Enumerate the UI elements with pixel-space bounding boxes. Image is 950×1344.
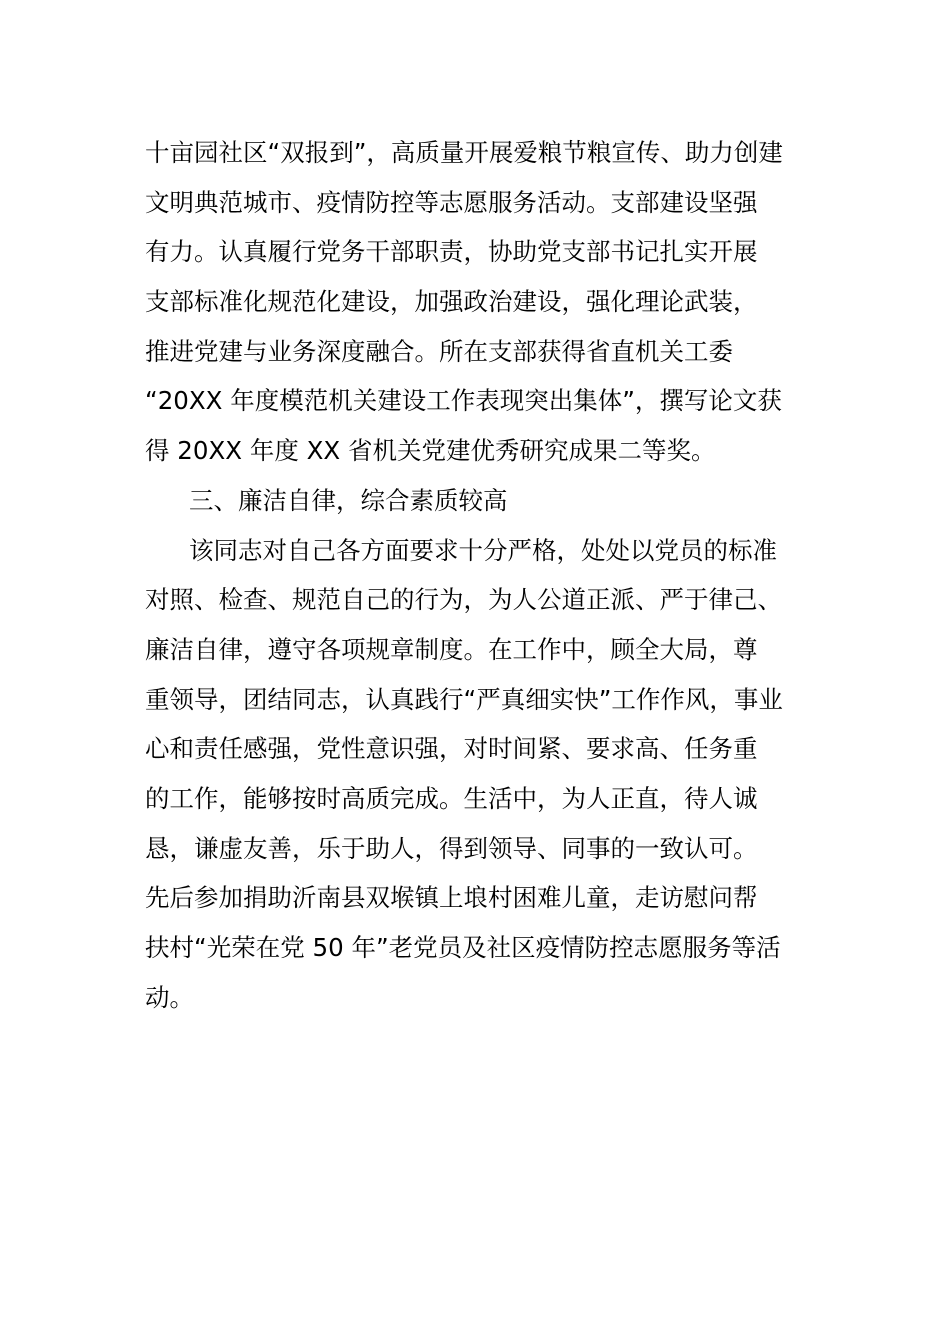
text-line: 心和责任感强，党性意识强，对时间紧、要求高、任务重 (145, 734, 758, 764)
text-line: 先后参加捐助沂南县双堠镇上埌村困难儿童，走访慰问帮 (145, 883, 758, 913)
text-line: 恳，谦虚友善，乐于助人，得到领导、同事的一致认可。 (145, 833, 758, 863)
section-heading: 三、廉洁自律，综合素质较高 (189, 485, 508, 515)
text-line: 扶村“光荣在党 50 年”老党员及社区疫情防控志愿服务等活 (145, 933, 781, 962)
text-line: 支部标准化规范化建设，加强政治建设，强化理论武装， (145, 287, 758, 317)
text-line: 动。 (145, 982, 194, 1012)
text-line: 该同志对自己各方面要求十分严格，处处以党员的标准 (189, 535, 777, 565)
body-text (145, 128, 805, 1022)
text-line: 十亩园社区“双报到”，高质量开展爱粮节粮宣传、助力创建 (145, 138, 783, 167)
text-line: 有力。认真履行党务干部职责，协助党支部书记扎实开展 (145, 237, 758, 267)
text-line: 文明典范城市、疫情防控等志愿服务活动。支部建设坚强 (145, 187, 758, 217)
text-line: “20XX 年度模范机关建设工作表现突出集体”，撰写论文获 (145, 386, 782, 416)
text-line: 对照、检查、规范自己的行为，为人公道正派、严于律己、 (145, 585, 782, 615)
text-line: 廉洁自律，遵守各项规章制度。在工作中，顾全大局，尊 (145, 634, 758, 664)
text-line: 得 20XX 年度 XX 省机关党建优秀研究成果二等奖。 (145, 436, 716, 466)
text-line: 推进党建与业务深度融合。所在支部获得省直机关工委 (145, 336, 733, 366)
text-line: 重领导，团结同志，认真践行“严真细实快”工作作风，事业 (145, 684, 783, 714)
text-line: 的工作，能够按时高质完成。生活中，为人正直，待人诚 (145, 783, 758, 813)
